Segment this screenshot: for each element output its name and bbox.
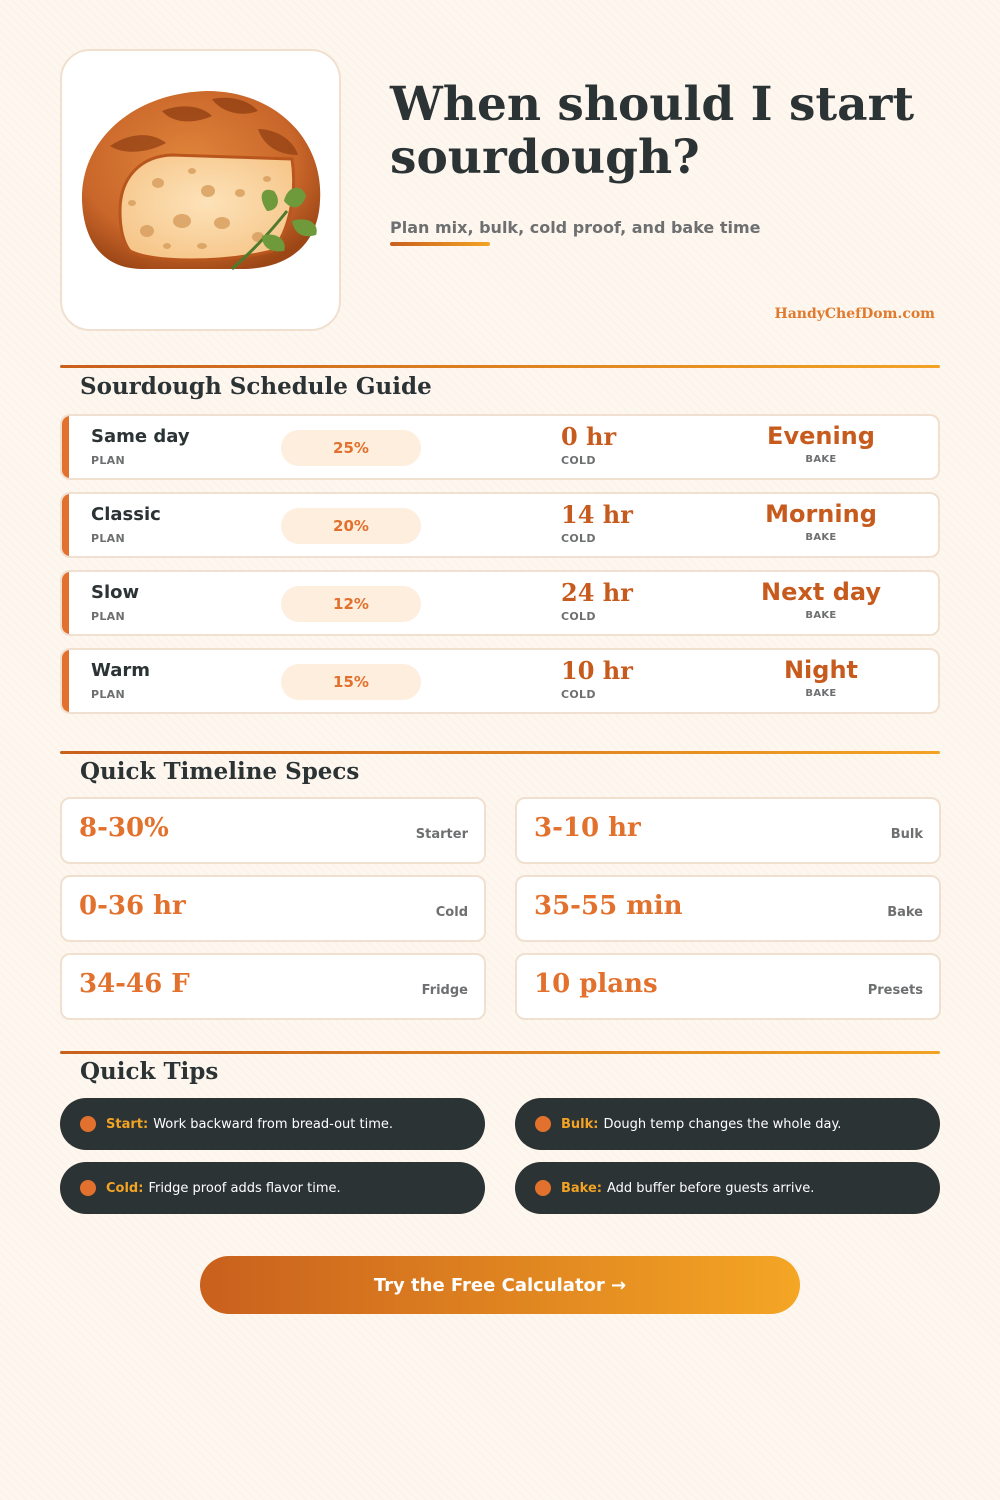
schedule-section-divider [60,365,940,368]
starter-percent-badge: 20% [281,508,421,544]
tips-section-divider [60,1051,940,1054]
bake-label: BAKE [805,610,837,621]
try-calculator-button[interactable]: Try the Free Calculator → [200,1256,800,1314]
schedule-row-classic [60,492,940,558]
cold-label: COLD [561,454,596,467]
tip-text: Work backward from bread-out time. [153,1116,394,1132]
spec-card-cold [60,875,486,942]
tip-key: Start: [106,1116,149,1132]
spec-value: 3-10 hr [534,813,641,843]
page-subtitle: Plan mix, bulk, cold proof, and bake time [390,218,761,237]
schedule-row-slow [60,570,940,636]
specs-section-title: Quick Timeline Specs [80,758,360,785]
tip-key: Bulk: [561,1116,599,1132]
bread-illustration-card [60,49,341,331]
plan-label: PLAN [91,688,125,701]
tip-key: Bake: [561,1180,602,1196]
cold-label: COLD [561,532,596,545]
brand-link[interactable]: HandyChefDom.com [774,306,935,322]
bullet-dot-icon [535,1180,551,1196]
bake-time-value: Evening [767,422,875,450]
starter-percent-badge: 25% [281,430,421,466]
bullet-dot-icon [535,1116,551,1132]
plan-label: PLAN [91,610,125,623]
tip-text: Add buffer before guests arrive. [607,1180,815,1196]
cold-label: COLD [561,688,596,701]
spec-value: 0-36 hr [79,891,186,921]
tip-bulk [515,1098,940,1150]
cold-label: COLD [561,610,596,623]
page-title: When should I start sourdough? [390,77,915,185]
bake-time-value: Morning [765,500,877,528]
spec-value: 10 plans [534,969,658,999]
cold-proof-value: 0 hr [561,422,617,451]
spec-label: Fridge [421,983,468,998]
schedule-section-title: Sourdough Schedule Guide [80,373,432,400]
spec-value: 35-55 min [534,891,683,921]
bake-label: BAKE [805,688,837,699]
spec-card-bulk [515,797,941,864]
spec-value: 34-46 F [79,969,190,999]
row-accent-bar [62,416,69,478]
starter-percent-badge: 15% [281,664,421,700]
plan-name: Warm [91,660,150,681]
schedule-row-warm [60,648,940,714]
spec-card-starter [60,797,486,864]
spec-card-fridge [60,953,486,1020]
tip-bake [515,1162,940,1214]
bullet-dot-icon [80,1116,96,1132]
bake-time-value: Night [783,656,859,684]
plan-name: Classic [91,504,161,525]
spec-card-presets [515,953,941,1020]
subtitle-underline [390,242,490,246]
row-accent-bar [62,494,69,556]
spec-value: 8-30% [79,813,169,843]
spec-label: Bake [887,905,923,920]
bullet-dot-icon [80,1180,96,1196]
bake-time-value: Next day [761,578,881,606]
tip-cold [60,1162,485,1214]
plan-label: PLAN [91,532,125,545]
bake-label: BAKE [805,532,837,543]
row-accent-bar [62,572,69,634]
tip-text: Fridge proof adds flavor time. [148,1180,341,1196]
cold-proof-value: 10 hr [561,656,633,685]
plan-label: PLAN [91,454,125,467]
spec-label: Cold [435,905,468,920]
bake-label: BAKE [805,454,837,465]
row-accent-bar [62,650,69,712]
tips-section-title: Quick Tips [80,1058,219,1085]
schedule-row-same-day [60,414,940,480]
tip-key: Cold: [106,1180,144,1196]
cold-proof-value: 24 hr [561,578,633,607]
specs-section-divider [60,751,940,754]
spec-card-bake [515,875,941,942]
sourdough-bread-icon [62,51,343,333]
spec-label: Starter [415,827,468,842]
plan-name: Same day [91,426,190,447]
starter-percent-badge: 12% [281,586,421,622]
plan-name: Slow [91,582,140,603]
cold-proof-value: 14 hr [561,500,633,529]
tip-start [60,1098,485,1150]
tip-text: Dough temp changes the whole day. [603,1116,842,1132]
spec-label: Presets [867,983,923,998]
spec-label: Bulk [890,827,923,842]
